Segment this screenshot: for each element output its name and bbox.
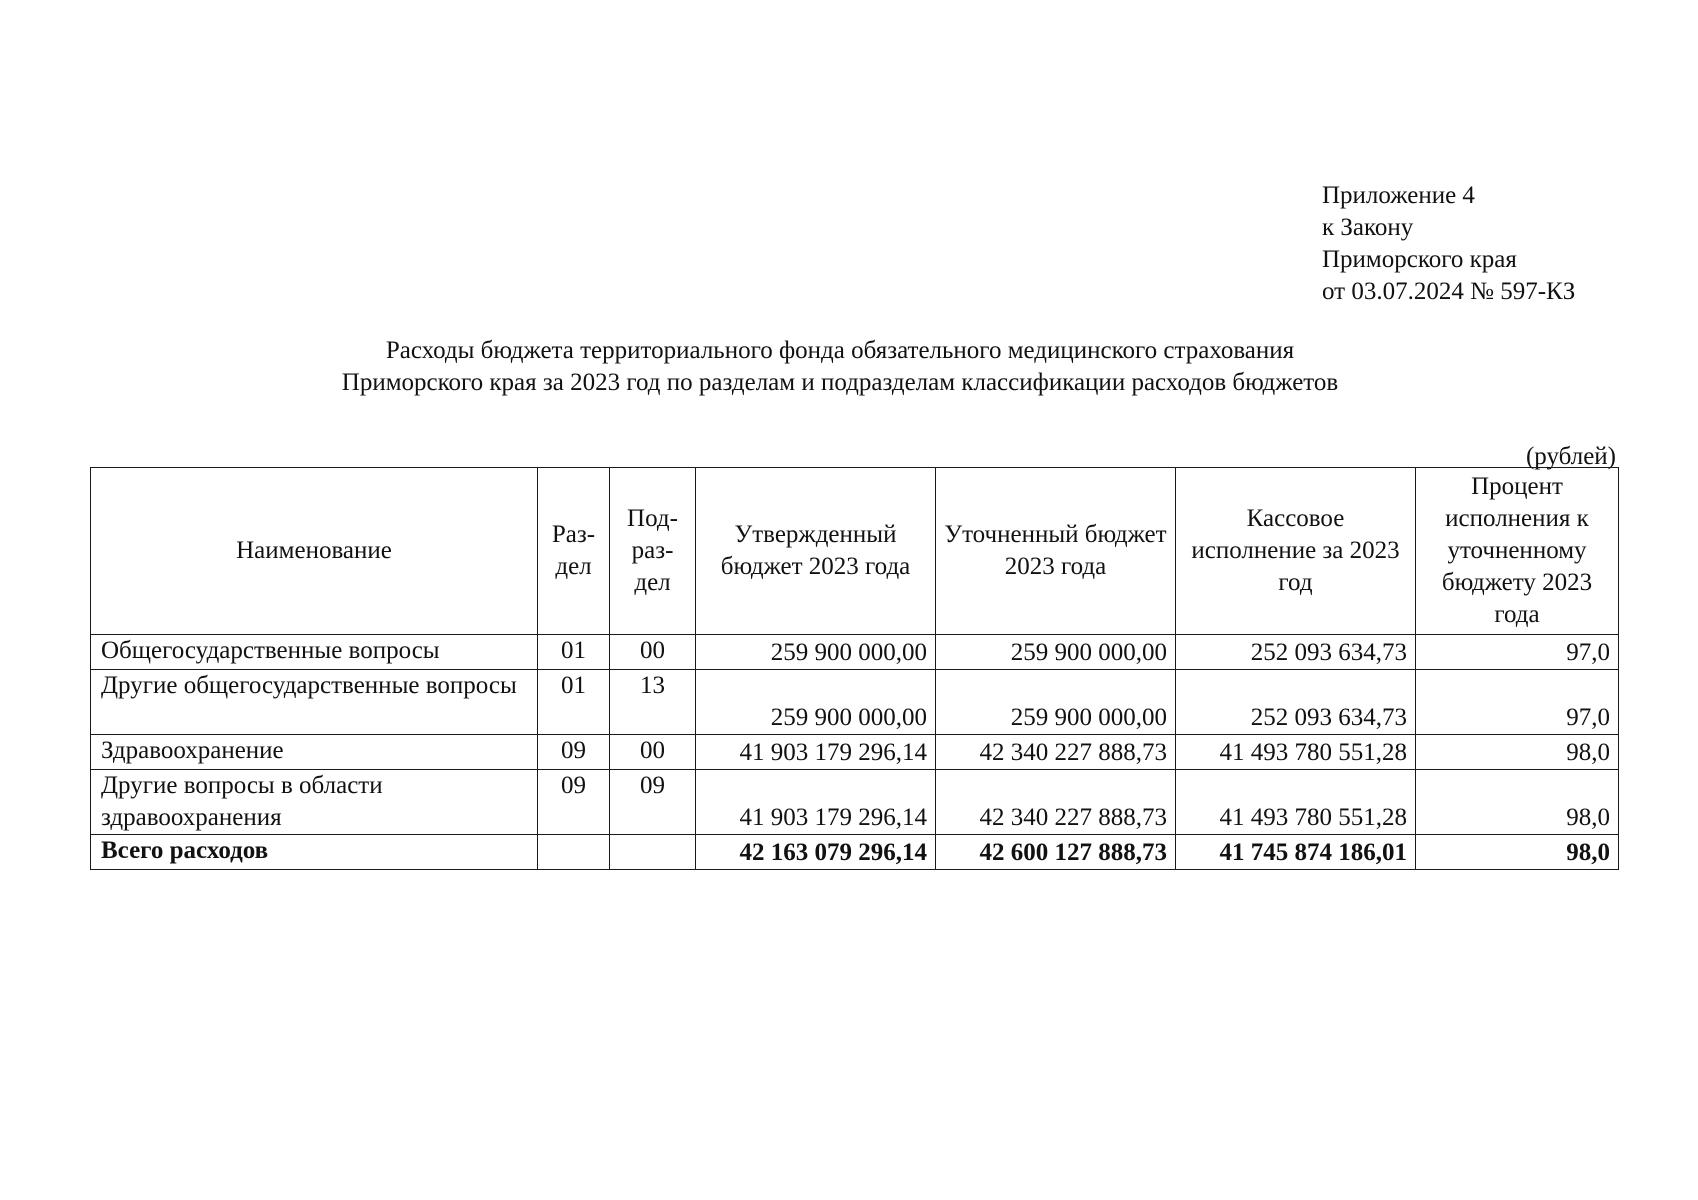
total-approved: 42 163 079 296,14 xyxy=(696,835,936,870)
row-percent: 97,0 xyxy=(1416,670,1619,735)
row-revised: 42 340 227 888,73 xyxy=(936,770,1176,835)
appendix-line-1: Приложение 4 xyxy=(1322,182,1475,209)
header-section: Раз- дел xyxy=(538,468,610,635)
total-revised: 42 600 127 888,73 xyxy=(936,835,1176,870)
title-line-1: Расходы бюджета территориального фонда обязательного медицинского страхования xyxy=(385,337,1295,364)
total-cash: 41 745 874 186,01 xyxy=(1176,835,1416,870)
total-name: Всего расходов xyxy=(91,835,538,870)
row-subsection: 00 xyxy=(610,735,696,770)
document-title xyxy=(240,335,1440,399)
total-section xyxy=(538,835,610,870)
table-row xyxy=(91,770,1619,835)
row-cash: 41 493 780 551,28 xyxy=(1176,735,1416,770)
row-name: Общегосударственные вопросы xyxy=(91,635,538,670)
unit-label: (рублей) xyxy=(1525,443,1616,470)
row-approved: 259 900 000,00 xyxy=(696,635,936,670)
total-subsection xyxy=(610,835,696,870)
total-percent: 98,0 xyxy=(1416,835,1619,870)
header-revised-budget: Уточненный бюджет 2023 года xyxy=(936,468,1176,635)
header-approved-budget: Утвержденный бюджет 2023 года xyxy=(696,468,936,635)
row-approved: 259 900 000,00 xyxy=(696,670,936,735)
row-cash: 252 093 634,73 xyxy=(1176,635,1416,670)
title-line-2: Приморского края за 2023 год по разделам и подразделам классификации расходов бюджетов xyxy=(341,369,1339,396)
table-row xyxy=(91,735,1619,770)
header-percent-execution: Процент исполнения к уточненному бюджету 2023 года xyxy=(1416,468,1619,635)
appendix-line-4: от 03.07.2024 № 597-КЗ xyxy=(1322,278,1576,305)
row-revised: 259 900 000,00 xyxy=(936,635,1176,670)
table-row xyxy=(91,670,1619,735)
row-cash: 41 493 780 551,28 xyxy=(1176,770,1416,835)
header-name: Наименование xyxy=(91,468,538,635)
row-section: 01 xyxy=(538,670,610,735)
appendix-block xyxy=(1322,180,1575,308)
table-header-row xyxy=(91,468,1619,635)
row-percent: 98,0 xyxy=(1416,735,1619,770)
row-subsection: 09 xyxy=(610,770,696,835)
row-name: Здравоохранение xyxy=(91,735,538,770)
header-subsection: Под- раз- дел xyxy=(610,468,696,635)
row-section: 09 xyxy=(538,735,610,770)
row-subsection: 13 xyxy=(610,670,696,735)
budget-table xyxy=(90,467,1619,870)
row-section: 01 xyxy=(538,635,610,670)
row-approved: 41 903 179 296,14 xyxy=(696,735,936,770)
total-row xyxy=(91,835,1619,870)
row-revised: 259 900 000,00 xyxy=(936,670,1176,735)
row-section: 09 xyxy=(538,770,610,835)
row-name: Другие общегосударственные вопросы xyxy=(91,670,538,735)
row-subsection: 00 xyxy=(610,635,696,670)
appendix-line-2: к Закону xyxy=(1322,214,1414,241)
header-cash-execution: Кассовое исполнение за 2023 год xyxy=(1176,468,1416,635)
row-cash: 252 093 634,73 xyxy=(1176,670,1416,735)
appendix-line-3: Приморского края xyxy=(1322,246,1517,273)
row-approved: 41 903 179 296,14 xyxy=(696,770,936,835)
row-percent: 97,0 xyxy=(1416,635,1619,670)
row-percent: 98,0 xyxy=(1416,770,1619,835)
table-row xyxy=(91,635,1619,670)
row-revised: 42 340 227 888,73 xyxy=(936,735,1176,770)
row-name: Другие вопросы в области здравоохранения xyxy=(91,770,538,835)
